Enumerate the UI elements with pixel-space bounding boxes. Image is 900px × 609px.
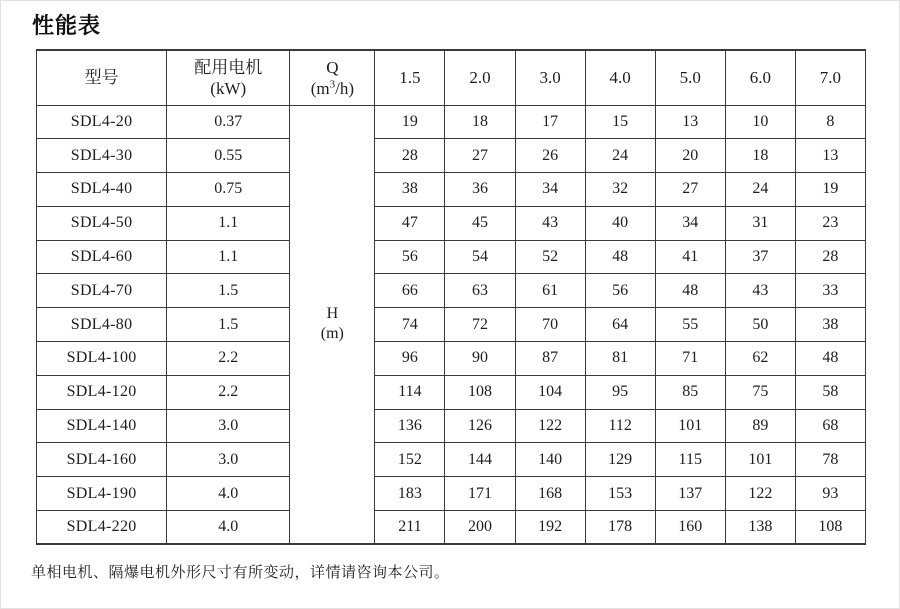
head-value-cell: 54 (445, 240, 515, 274)
head-value-cell: 64 (585, 308, 655, 342)
header-flow-2-0: 2.0 (445, 50, 515, 105)
model-cell: SDL4-40 (37, 173, 167, 207)
head-value-cell: 20 (655, 139, 725, 173)
performance-table (36, 49, 866, 545)
head-value-cell: 58 (795, 375, 865, 409)
head-unit-merged-cell (290, 105, 375, 544)
head-value-cell: 178 (585, 511, 655, 545)
power-cell: 1.1 (167, 206, 290, 240)
header-motor-line1: 配用电机 (194, 57, 263, 77)
head-value-cell: 17 (515, 105, 585, 139)
head-value-cell: 61 (515, 274, 585, 308)
head-value-cell: 48 (585, 240, 655, 274)
head-value-cell: 48 (655, 274, 725, 308)
head-value-cell: 38 (795, 308, 865, 342)
table-row (37, 173, 866, 207)
header-model (37, 50, 167, 105)
header-flow-symbol: Q (326, 57, 339, 77)
model-cell: SDL4-220 (37, 511, 167, 545)
head-value-cell: 171 (445, 477, 515, 511)
head-value-cell: 101 (655, 409, 725, 443)
header-flow-4-0: 4.0 (585, 50, 655, 105)
head-value-cell: 15 (585, 105, 655, 139)
head-symbol: H (326, 305, 339, 323)
table-row (37, 443, 866, 477)
header-row (37, 50, 866, 105)
head-value-cell: 24 (725, 173, 795, 207)
model-cell: SDL4-140 (37, 409, 167, 443)
head-value-cell: 144 (445, 443, 515, 477)
head-value-cell: 137 (655, 477, 725, 511)
head-value-cell: 85 (655, 375, 725, 409)
head-value-cell: 50 (725, 308, 795, 342)
head-value-cell: 36 (445, 173, 515, 207)
head-value-cell: 45 (445, 206, 515, 240)
head-value-cell: 43 (725, 274, 795, 308)
head-value-cell: 89 (725, 409, 795, 443)
head-value-cell: 74 (375, 308, 445, 342)
power-cell: 0.55 (167, 139, 290, 173)
table-row (37, 409, 866, 443)
table-row (37, 511, 866, 545)
head-value-cell: 87 (515, 342, 585, 376)
power-cell: 2.2 (167, 375, 290, 409)
flow-unit-superscript: 3 (329, 78, 336, 91)
head-value-cell: 34 (655, 206, 725, 240)
head-value-cell: 93 (795, 477, 865, 511)
head-value-cell: 40 (585, 206, 655, 240)
head-value-cell: 66 (375, 274, 445, 308)
head-value-cell: 43 (515, 206, 585, 240)
head-value-cell: 211 (375, 511, 445, 545)
model-cell: SDL4-190 (37, 477, 167, 511)
head-value-cell: 27 (655, 173, 725, 207)
head-value-cell: 81 (585, 342, 655, 376)
model-cell: SDL4-50 (37, 206, 167, 240)
power-cell: 1.5 (167, 308, 290, 342)
table-row (37, 375, 866, 409)
head-value-cell: 115 (655, 443, 725, 477)
head-value-cell: 47 (375, 206, 445, 240)
head-value-cell: 28 (375, 139, 445, 173)
head-value-cell: 37 (725, 240, 795, 274)
head-value-cell: 34 (515, 173, 585, 207)
head-value-cell: 95 (585, 375, 655, 409)
head-value-cell: 122 (725, 477, 795, 511)
head-value-cell: 19 (795, 173, 865, 207)
head-value-cell: 72 (445, 308, 515, 342)
table-body (37, 105, 866, 544)
model-cell: SDL4-60 (37, 240, 167, 274)
head-value-cell: 56 (375, 240, 445, 274)
head-value-cell: 104 (515, 375, 585, 409)
header-flow-1-5: 1.5 (375, 50, 445, 105)
head-value-cell: 136 (375, 409, 445, 443)
head-value-cell: 55 (655, 308, 725, 342)
head-value-cell: 114 (375, 375, 445, 409)
head-value-cell: 18 (445, 105, 515, 139)
head-value-cell: 33 (795, 274, 865, 308)
head-value-cell: 68 (795, 409, 865, 443)
header-flow-6-0: 6.0 (725, 50, 795, 105)
head-value-cell: 24 (585, 139, 655, 173)
header-motor (167, 50, 290, 105)
head-value-cell: 168 (515, 477, 585, 511)
head-value-cell: 32 (585, 173, 655, 207)
head-value-cell: 75 (725, 375, 795, 409)
table-header (37, 50, 866, 105)
head-value-cell: 112 (585, 409, 655, 443)
head-value-cell: 10 (725, 105, 795, 139)
header-flow (290, 50, 375, 105)
head-value-cell: 122 (515, 409, 585, 443)
head-value-cell: 18 (725, 139, 795, 173)
table-row (37, 308, 866, 342)
head-value-cell: 13 (655, 105, 725, 139)
head-value-cell: 160 (655, 511, 725, 545)
head-value-cell: 192 (515, 511, 585, 545)
table-row (37, 105, 866, 139)
head-value-cell: 23 (795, 206, 865, 240)
header-motor-line2: (kW) (210, 78, 247, 98)
power-cell: 0.75 (167, 173, 290, 207)
head-value-cell: 126 (445, 409, 515, 443)
model-cell: SDL4-70 (37, 274, 167, 308)
head-value-cell: 56 (585, 274, 655, 308)
model-cell: SDL4-120 (37, 375, 167, 409)
head-value-cell: 200 (445, 511, 515, 545)
power-cell: 3.0 (167, 409, 290, 443)
header-flow-3-0: 3.0 (515, 50, 585, 105)
head-value-cell: 8 (795, 105, 865, 139)
model-cell: SDL4-100 (37, 342, 167, 376)
table-row (37, 342, 866, 376)
power-cell: 2.2 (167, 342, 290, 376)
head-value-cell: 13 (795, 139, 865, 173)
head-value-cell: 31 (725, 206, 795, 240)
power-cell: 0.37 (167, 105, 290, 139)
header-flow-7-0: 7.0 (795, 50, 865, 105)
head-value-cell: 41 (655, 240, 725, 274)
power-cell: 4.0 (167, 477, 290, 511)
head-value-cell: 108 (445, 375, 515, 409)
head-value-cell: 108 (795, 511, 865, 545)
head-value-cell: 63 (445, 274, 515, 308)
model-cell: SDL4-160 (37, 443, 167, 477)
head-value-cell: 90 (445, 342, 515, 376)
model-cell: SDL4-30 (37, 139, 167, 173)
head-value-cell: 28 (795, 240, 865, 274)
footnote: 单相电机、隔爆电机外形尺寸有所变动，详情请咨询本公司。 (31, 565, 450, 581)
table-row (37, 477, 866, 511)
model-cell: SDL4-80 (37, 308, 167, 342)
head-value-cell: 153 (585, 477, 655, 511)
table-row (37, 206, 866, 240)
head-value-cell: 71 (655, 342, 725, 376)
table-row (37, 139, 866, 173)
head-value-cell: 152 (375, 443, 445, 477)
power-cell: 4.0 (167, 511, 290, 545)
head-value-cell: 183 (375, 477, 445, 511)
power-cell: 3.0 (167, 443, 290, 477)
head-value-cell: 96 (375, 342, 445, 376)
table-row (37, 240, 866, 274)
head-value-cell: 78 (795, 443, 865, 477)
head-value-cell: 19 (375, 105, 445, 139)
head-value-cell: 129 (585, 443, 655, 477)
head-value-cell: 48 (795, 342, 865, 376)
header-model-label: 型号 (84, 68, 119, 88)
head-value-cell: 38 (375, 173, 445, 207)
header-flow-5-0: 5.0 (655, 50, 725, 105)
head-unit: (m) (320, 325, 344, 343)
head-value-cell: 26 (515, 139, 585, 173)
head-value-cell: 52 (515, 240, 585, 274)
head-value-cell: 62 (725, 342, 795, 376)
header-flow-unit: $(m^3/h)$ (310, 78, 354, 98)
head-value-cell: 27 (445, 139, 515, 173)
table-row (37, 274, 866, 308)
head-value-cell: 140 (515, 443, 585, 477)
page-title: 性能表 (32, 13, 102, 38)
power-cell: 1.5 (167, 274, 290, 308)
head-value-cell: 138 (725, 511, 795, 545)
model-cell: SDL4-20 (37, 105, 167, 139)
power-cell: 1.1 (167, 240, 290, 274)
head-value-cell: 101 (725, 443, 795, 477)
head-value-cell: 70 (515, 308, 585, 342)
